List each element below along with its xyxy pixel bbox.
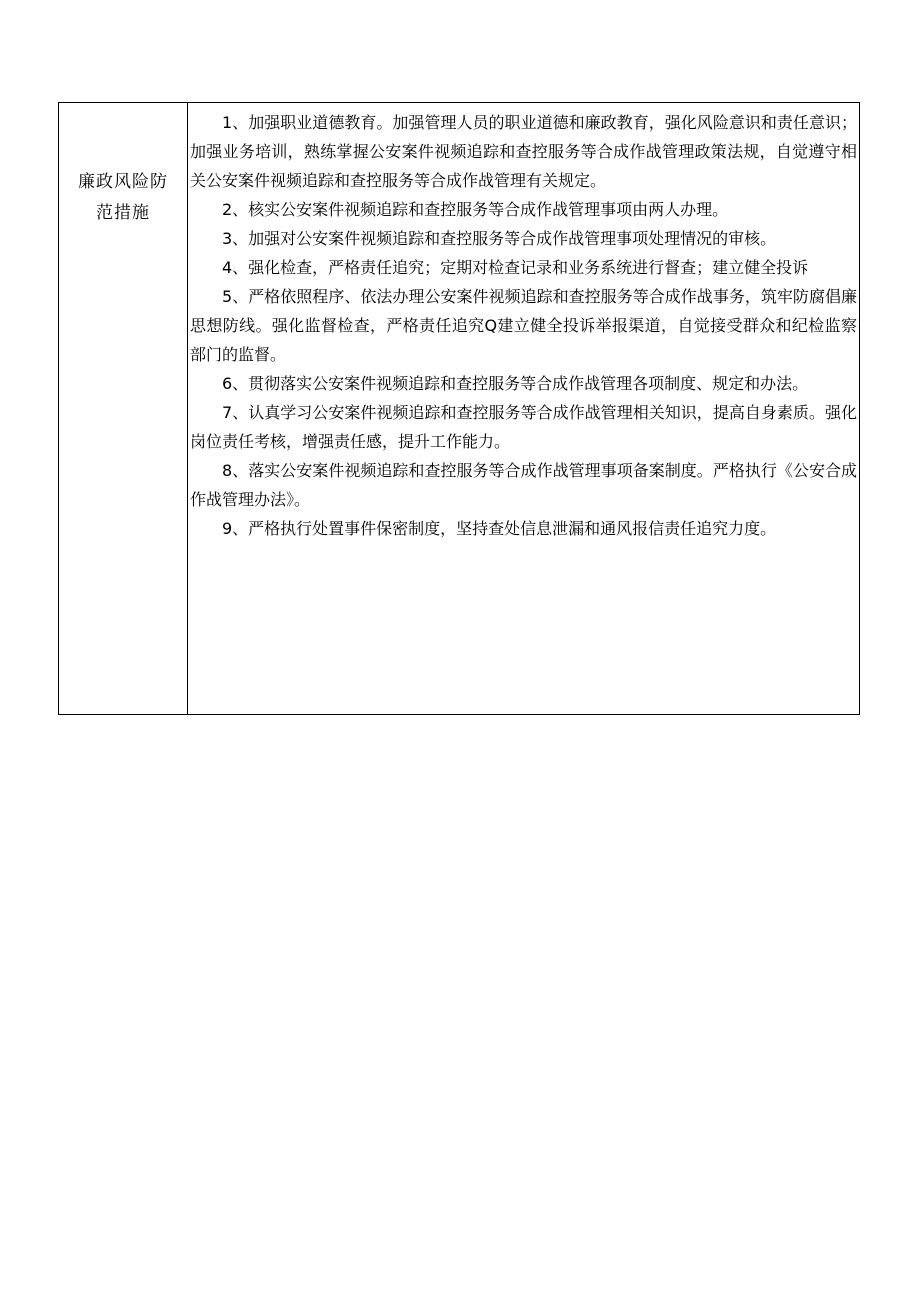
measure-item-4: 4、强化检查，严格责任追究；定期对检查记录和业务系统进行督查；建立健全投诉 — [222, 258, 809, 277]
measures-content-cell — [188, 103, 859, 714]
measure-item-6: 6、贯彻落实公安案件视频追踪和查控服务等合成作战管理各项制度、规定和办法。 — [222, 374, 809, 393]
row-label-line-1: 廉政风险防 — [78, 172, 168, 192]
row-label-line-2: 范措施 — [96, 203, 150, 223]
measure-item-5: 5、严格依照程序、依法办理公安案件视频追踪和查控服务等合成作战事务，筑牢防腐倡廉思想防线。强化监督检查，严格责任追究Q建立健全投诉举报渠道，自觉接受群众和纪检监察部门的监督。 — [190, 287, 857, 364]
measure-item-3: 3、加强对公安案件视频追踪和查控服务等合成作战管理事项处理情况的审核。 — [222, 229, 777, 248]
row-label-cell — [59, 103, 188, 714]
measure-item-1: 1、加强职业道德教育。加强管理人员的职业道德和廉政教育，强化风险意识和责任意识；加强业务培训，熟练掌握公安案件视频追踪和查控服务等合成作战管理政策法规，自觉遵守相关公安案件视频追踪和查控服务等合成作战管理有关规定。 — [190, 113, 857, 190]
measures-table — [58, 102, 860, 715]
measure-item-2: 2、核实公安案件视频追踪和查控服务等合成作战管理事项由两人办理。 — [222, 200, 729, 219]
measure-item-9: 9、严格执行处置事件保密制度，坚持查处信息泄漏和通风报信责任追究力度。 — [222, 519, 777, 538]
measure-item-8: 8、落实公安案件视频追踪和查控服务等合成作战管理事项备案制度。严格执行《公安合成作战管理办法》。 — [190, 461, 857, 509]
measure-item-7: 7、认真学习公安案件视频追踪和查控服务等合成作战管理相关知识，提高自身素质。强化岗位责任考核，增强责任感，提升工作能力。 — [190, 403, 857, 451]
